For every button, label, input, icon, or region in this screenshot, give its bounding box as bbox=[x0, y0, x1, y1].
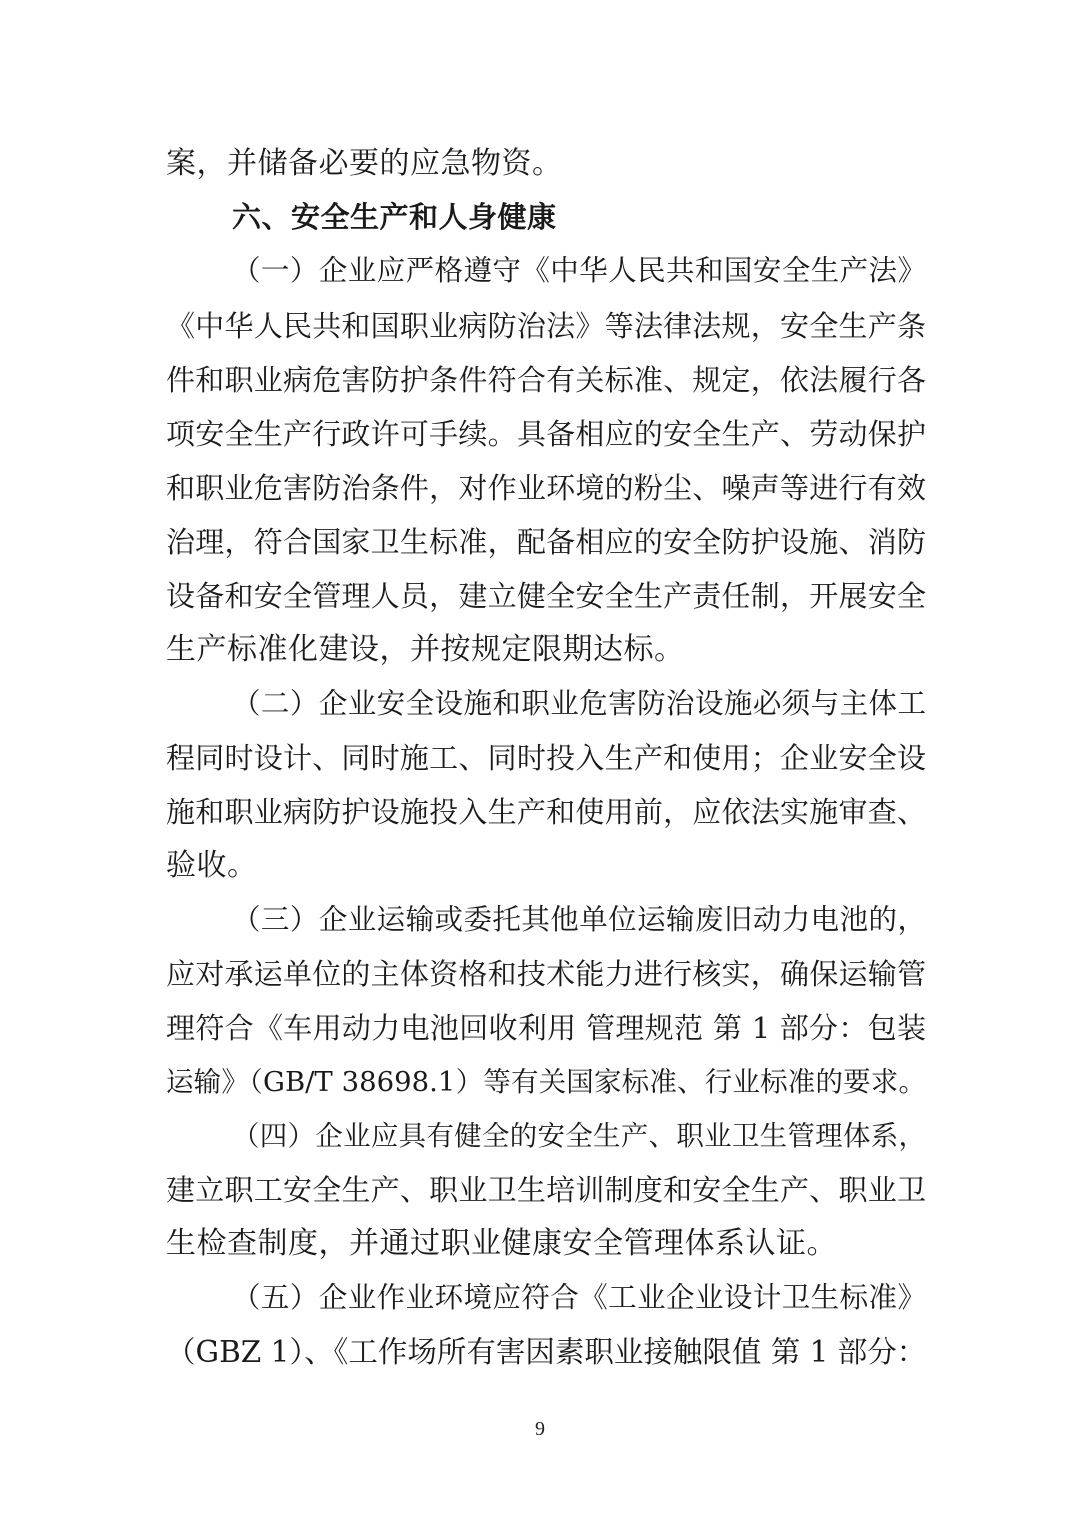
paragraph-line: 项安全生产行政许可手续。具备相应的安全生产、劳动保护 bbox=[166, 417, 926, 451]
paragraph-line: 程同时设计、同时施工、同时投入生产和使用；企业安全设 bbox=[166, 741, 926, 775]
paragraph-line: （五）企业作业环境应符合《工业企业设计卫生标准》 bbox=[232, 1281, 926, 1314]
paragraph-line: 验收。 bbox=[166, 848, 258, 883]
paragraph-line: 建立职工安全生产、职业卫生培训制度和安全生产、职业卫 bbox=[166, 1173, 926, 1207]
paragraph-line: （一）企业应严格遵守《中华人民共和国安全生产法》 bbox=[232, 254, 926, 287]
paragraph-line: 运输》（GB/T 38698.1）等有关国家标准、行业标准的要求。 bbox=[166, 1066, 926, 1098]
paragraph-line: 理符合《车用动力电池回收利用 管理规范 第 1 部分：包装 bbox=[166, 1011, 926, 1045]
paragraph-line: 设备和安全管理人员，建立健全安全生产责任制，开展安全 bbox=[166, 579, 926, 613]
paragraph-line: 生产标准化建设，并按规定限期达标。 bbox=[166, 632, 685, 667]
paragraph-line: 生检查制度，并通过职业健康安全管理体系认证。 bbox=[166, 1226, 837, 1261]
paragraph-line: （二）企业安全设施和职业危害防治设施必须与主体工 bbox=[232, 687, 926, 720]
paragraph-line: （四）企业应具有健全的安全生产、职业卫生管理体系， bbox=[232, 1120, 926, 1152]
paragraph-line: 《中华人民共和国职业病防治法》等法律法规，安全生产条 bbox=[166, 309, 926, 343]
section-heading: 六、安全生产和人身健康 bbox=[232, 200, 557, 234]
paragraph-line: 件和职业病危害防护条件符合有关标准、规定，依法履行各 bbox=[166, 363, 926, 397]
paragraph-line: 应对承运单位的主体资格和技术能力进行核实，确保运输管 bbox=[166, 957, 926, 991]
paragraph-line: 施和职业病防护设施投入生产和使用前，应依法实施审查、 bbox=[166, 795, 926, 829]
paragraph-line: （三）企业运输或委托其他单位运输废旧动力电池的， bbox=[232, 903, 926, 936]
paragraph-line: 和职业危害防治条件，对作业环境的粉尘、噪声等进行有效 bbox=[166, 471, 926, 505]
page-number: 9 bbox=[535, 1418, 545, 1440]
paragraph-line: 治理，符合国家卫生标准，配备相应的安全防护设施、消防 bbox=[166, 525, 926, 559]
paragraph-line: （GBZ 1）、《工作场所有害因素职业接触限值 第 1 部分： bbox=[166, 1335, 927, 1369]
paragraph-line: 案，并储备必要的应急物资。 bbox=[166, 146, 563, 181]
